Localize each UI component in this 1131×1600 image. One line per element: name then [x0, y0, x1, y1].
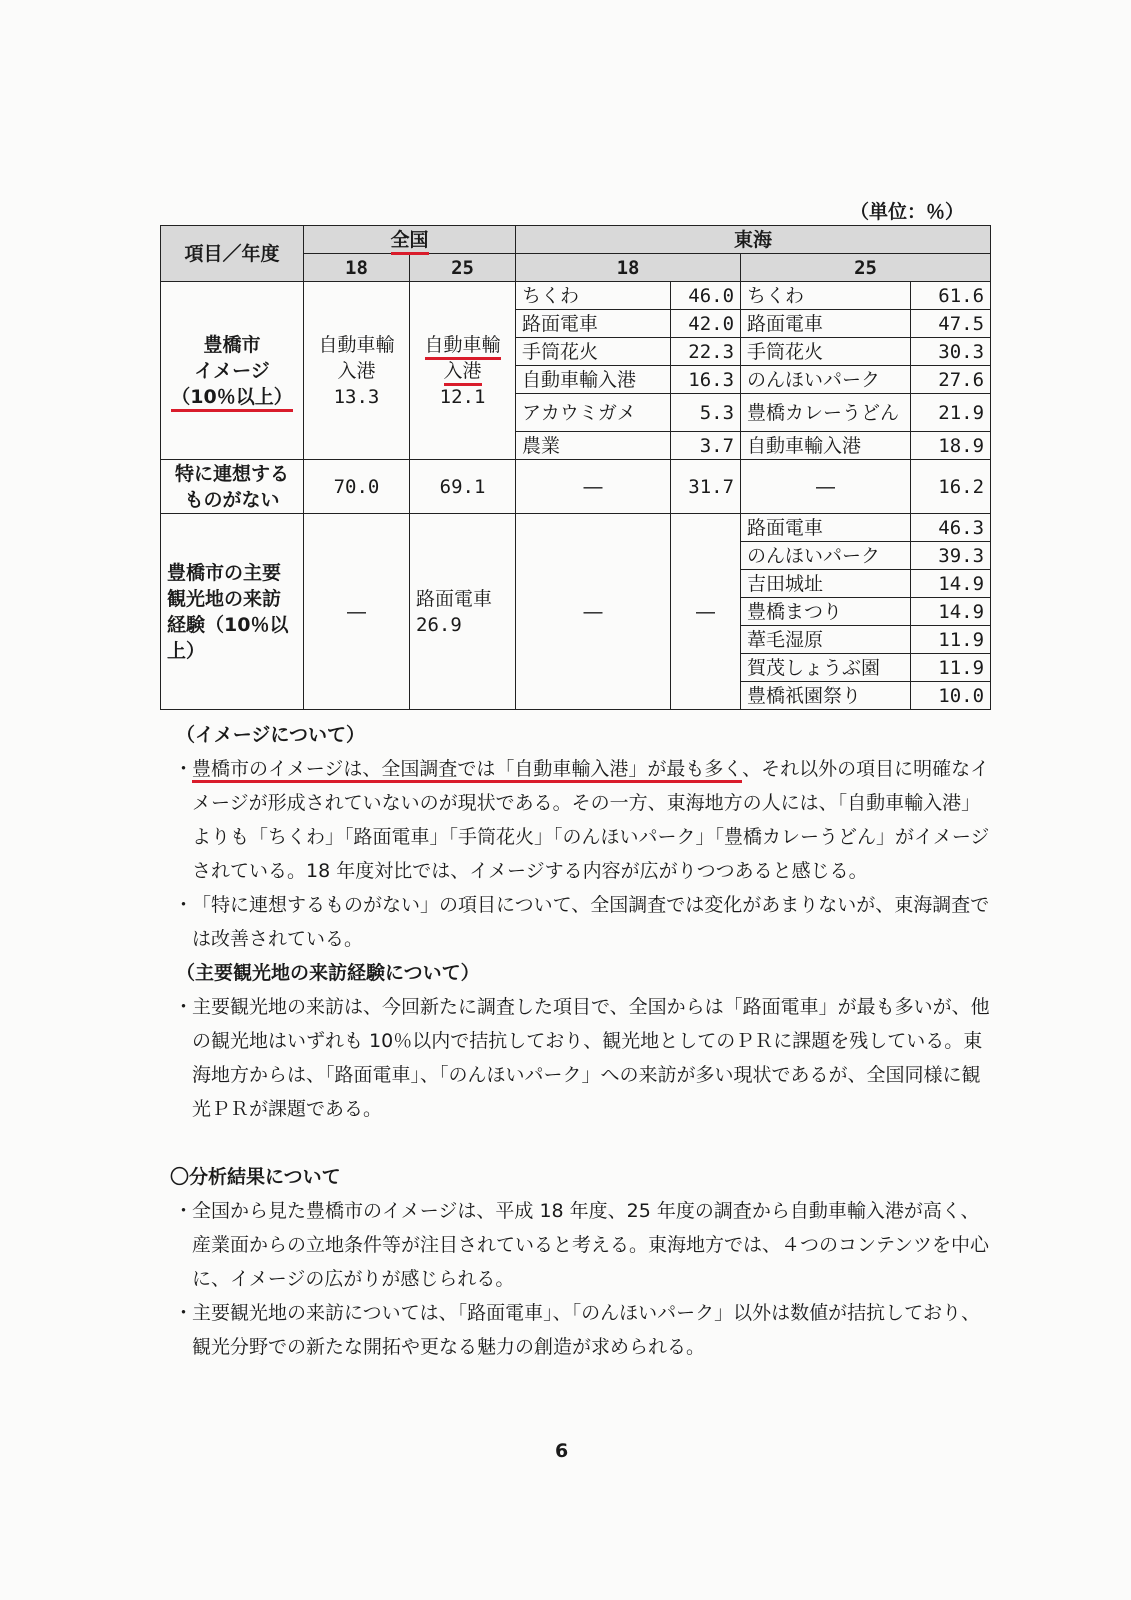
analysis-heading: 〇分析結果について: [170, 1166, 341, 1188]
table-cell: のんほいパーク: [741, 366, 911, 394]
table-cell: 3.7: [671, 432, 741, 460]
table-cell: のんほいパーク: [741, 542, 911, 570]
row-label-image: 豊橋市 イメージ （10％以上）: [161, 282, 304, 460]
table-cell: アカウミガメ: [516, 394, 671, 432]
bullet-mark: ・: [174, 1200, 194, 1222]
bullet2-text: 「特に連想するものがない」の項目について、全国調査では変化があまりないが、東海調査では改善されている。: [192, 894, 990, 950]
visit-tokai-18-item: ―: [516, 514, 671, 710]
table-cell: ちくわ: [516, 282, 671, 310]
highlight-underline-text: 豊橋市のイメージは、全国調査では「自動車輸入港」が最も多く: [192, 758, 742, 783]
image-heading: （イメージについて）: [176, 724, 366, 746]
header-year-national-18: 18: [304, 254, 410, 282]
table-cell: 豊橋まつり: [741, 598, 911, 626]
bullet-image-national: [170, 752, 990, 888]
row-label-nothing: 特に連想する ものがない: [161, 460, 304, 514]
nothing-tokai-25-val: 16.2: [911, 460, 991, 514]
nothing-national-18: 70.0: [304, 460, 410, 514]
bullet-mark: ・: [174, 996, 194, 1018]
header-item-year: 項目／年度: [161, 226, 304, 282]
bullet4-text: 全国から見た豊橋市のイメージは、平成 18 年度、25 年度の調査から自動車輸入港が高く、産業面からの立地条件等が注目されていると考える。東海地方では、４つのコンテンツを中心に、イメージの広がりが感じられる。: [192, 1200, 990, 1290]
table-cell: 42.0: [671, 310, 741, 338]
header-year-tokai-25: 25: [741, 254, 991, 282]
table-cell: 21.9: [911, 394, 991, 432]
table-cell: 47.5: [911, 310, 991, 338]
bullet-mark: ・: [174, 894, 194, 916]
row-label-visit: 豊橋市の主要 観光地の来訪 経験（10％以 上）: [161, 514, 304, 710]
unit-label: （単位：％）: [850, 201, 965, 223]
table-cell: 路面電車: [516, 310, 671, 338]
nothing-tokai-18-item: ―: [516, 460, 671, 514]
nothing-national-25: 69.1: [410, 460, 516, 514]
visit-national-18: ―: [304, 514, 410, 710]
table-cell: 手筒花火: [516, 338, 671, 366]
table-cell: 61.6: [911, 282, 991, 310]
table-cell: 豊橋カレーうどん: [741, 394, 911, 432]
bullet-nothing: [170, 888, 990, 956]
bullet-mark: ・: [174, 1302, 194, 1324]
table-cell: 18.9: [911, 432, 991, 460]
table-cell: 路面電車: [741, 310, 911, 338]
bullet-visit: [170, 990, 990, 1126]
table-cell: 10.0: [911, 682, 991, 710]
table-cell: 30.3: [911, 338, 991, 366]
table-cell: 27.6: [911, 366, 991, 394]
table-cell: 自動車輸入港: [516, 366, 671, 394]
table-cell: 手筒花火: [741, 338, 911, 366]
header-national: [304, 226, 516, 254]
table-cell: 46.3: [911, 514, 991, 542]
table-cell: 路面電車: [741, 514, 911, 542]
table-cell: 豊橋祇園祭り: [741, 682, 911, 710]
header-tokai: 東海: [516, 226, 991, 254]
table-cell: ちくわ: [741, 282, 911, 310]
table-cell: 14.9: [911, 598, 991, 626]
table-cell: 吉田城址: [741, 570, 911, 598]
nothing-tokai-18-val: 31.7: [671, 460, 741, 514]
table-cell: 農業: [516, 432, 671, 460]
visit-tokai-18-val: ―: [671, 514, 741, 710]
table-cell: 14.9: [911, 570, 991, 598]
visit-heading: （主要観光地の来訪経験について）: [176, 962, 480, 984]
table-cell: 11.9: [911, 654, 991, 682]
table-cell: 46.0: [671, 282, 741, 310]
table-cell: 22.3: [671, 338, 741, 366]
table-cell: 自動車輸入港: [741, 432, 911, 460]
bullet5-text: 主要観光地の来訪については、「路面電車」、「のんほいパーク」以外は数値が拮抗しており、観光分野での新たな開拓や更なる魅力の創造が求められる。: [192, 1302, 981, 1358]
table-cell: 5.3: [671, 394, 741, 432]
image-national-25: 自動車輸 入港 12.1: [410, 282, 516, 460]
image-national-18: 自動車輸 入港 13.3: [304, 282, 410, 460]
table-cell: 11.9: [911, 626, 991, 654]
header-year-national-25: 25: [410, 254, 516, 282]
bullet-analysis-2: [170, 1296, 990, 1364]
table-cell: 賀茂しょうぶ園: [741, 654, 911, 682]
page-number: 6: [555, 1440, 569, 1462]
table-cell: 39.3: [911, 542, 991, 570]
bullet1-rest: 、それ以外の項目に明確なイメージが形成されていないのが現状である。その一方、東海地方の人には、「自動車輸入港」よりも「ちくわ」「路面電車」「手筒花火」「のんほいパーク」「豊橋カレーうどん」がイメージされている。18 年度対比では、イメージする内容が広がりつつあると感じる。: [192, 758, 990, 882]
survey-table: [160, 225, 991, 710]
nothing-tokai-25-item: ―: [741, 460, 911, 514]
header-national-label: 全国: [391, 229, 429, 255]
table-cell: 16.3: [671, 366, 741, 394]
visit-national-25: 路面電車 26.9: [410, 514, 516, 710]
bullet-analysis-1: [170, 1194, 990, 1296]
bullet3-text: 主要観光地の来訪は、今回新たに調査した項目で、全国からは「路面電車」が最も多いが、他の観光地はいずれも 10％以内で拮抗しており、観光地としてのＰＲに課題を残している。東海地方からは、「路面電車」、「のんほいパーク」への来訪が多い現状であるが、全国同様に観光ＰＲが課題である。: [192, 996, 990, 1120]
header-year-tokai-18: 18: [516, 254, 741, 282]
body-text: [170, 718, 990, 1364]
table-cell: 葦毛湿原: [741, 626, 911, 654]
bullet-mark: ・: [174, 758, 194, 780]
